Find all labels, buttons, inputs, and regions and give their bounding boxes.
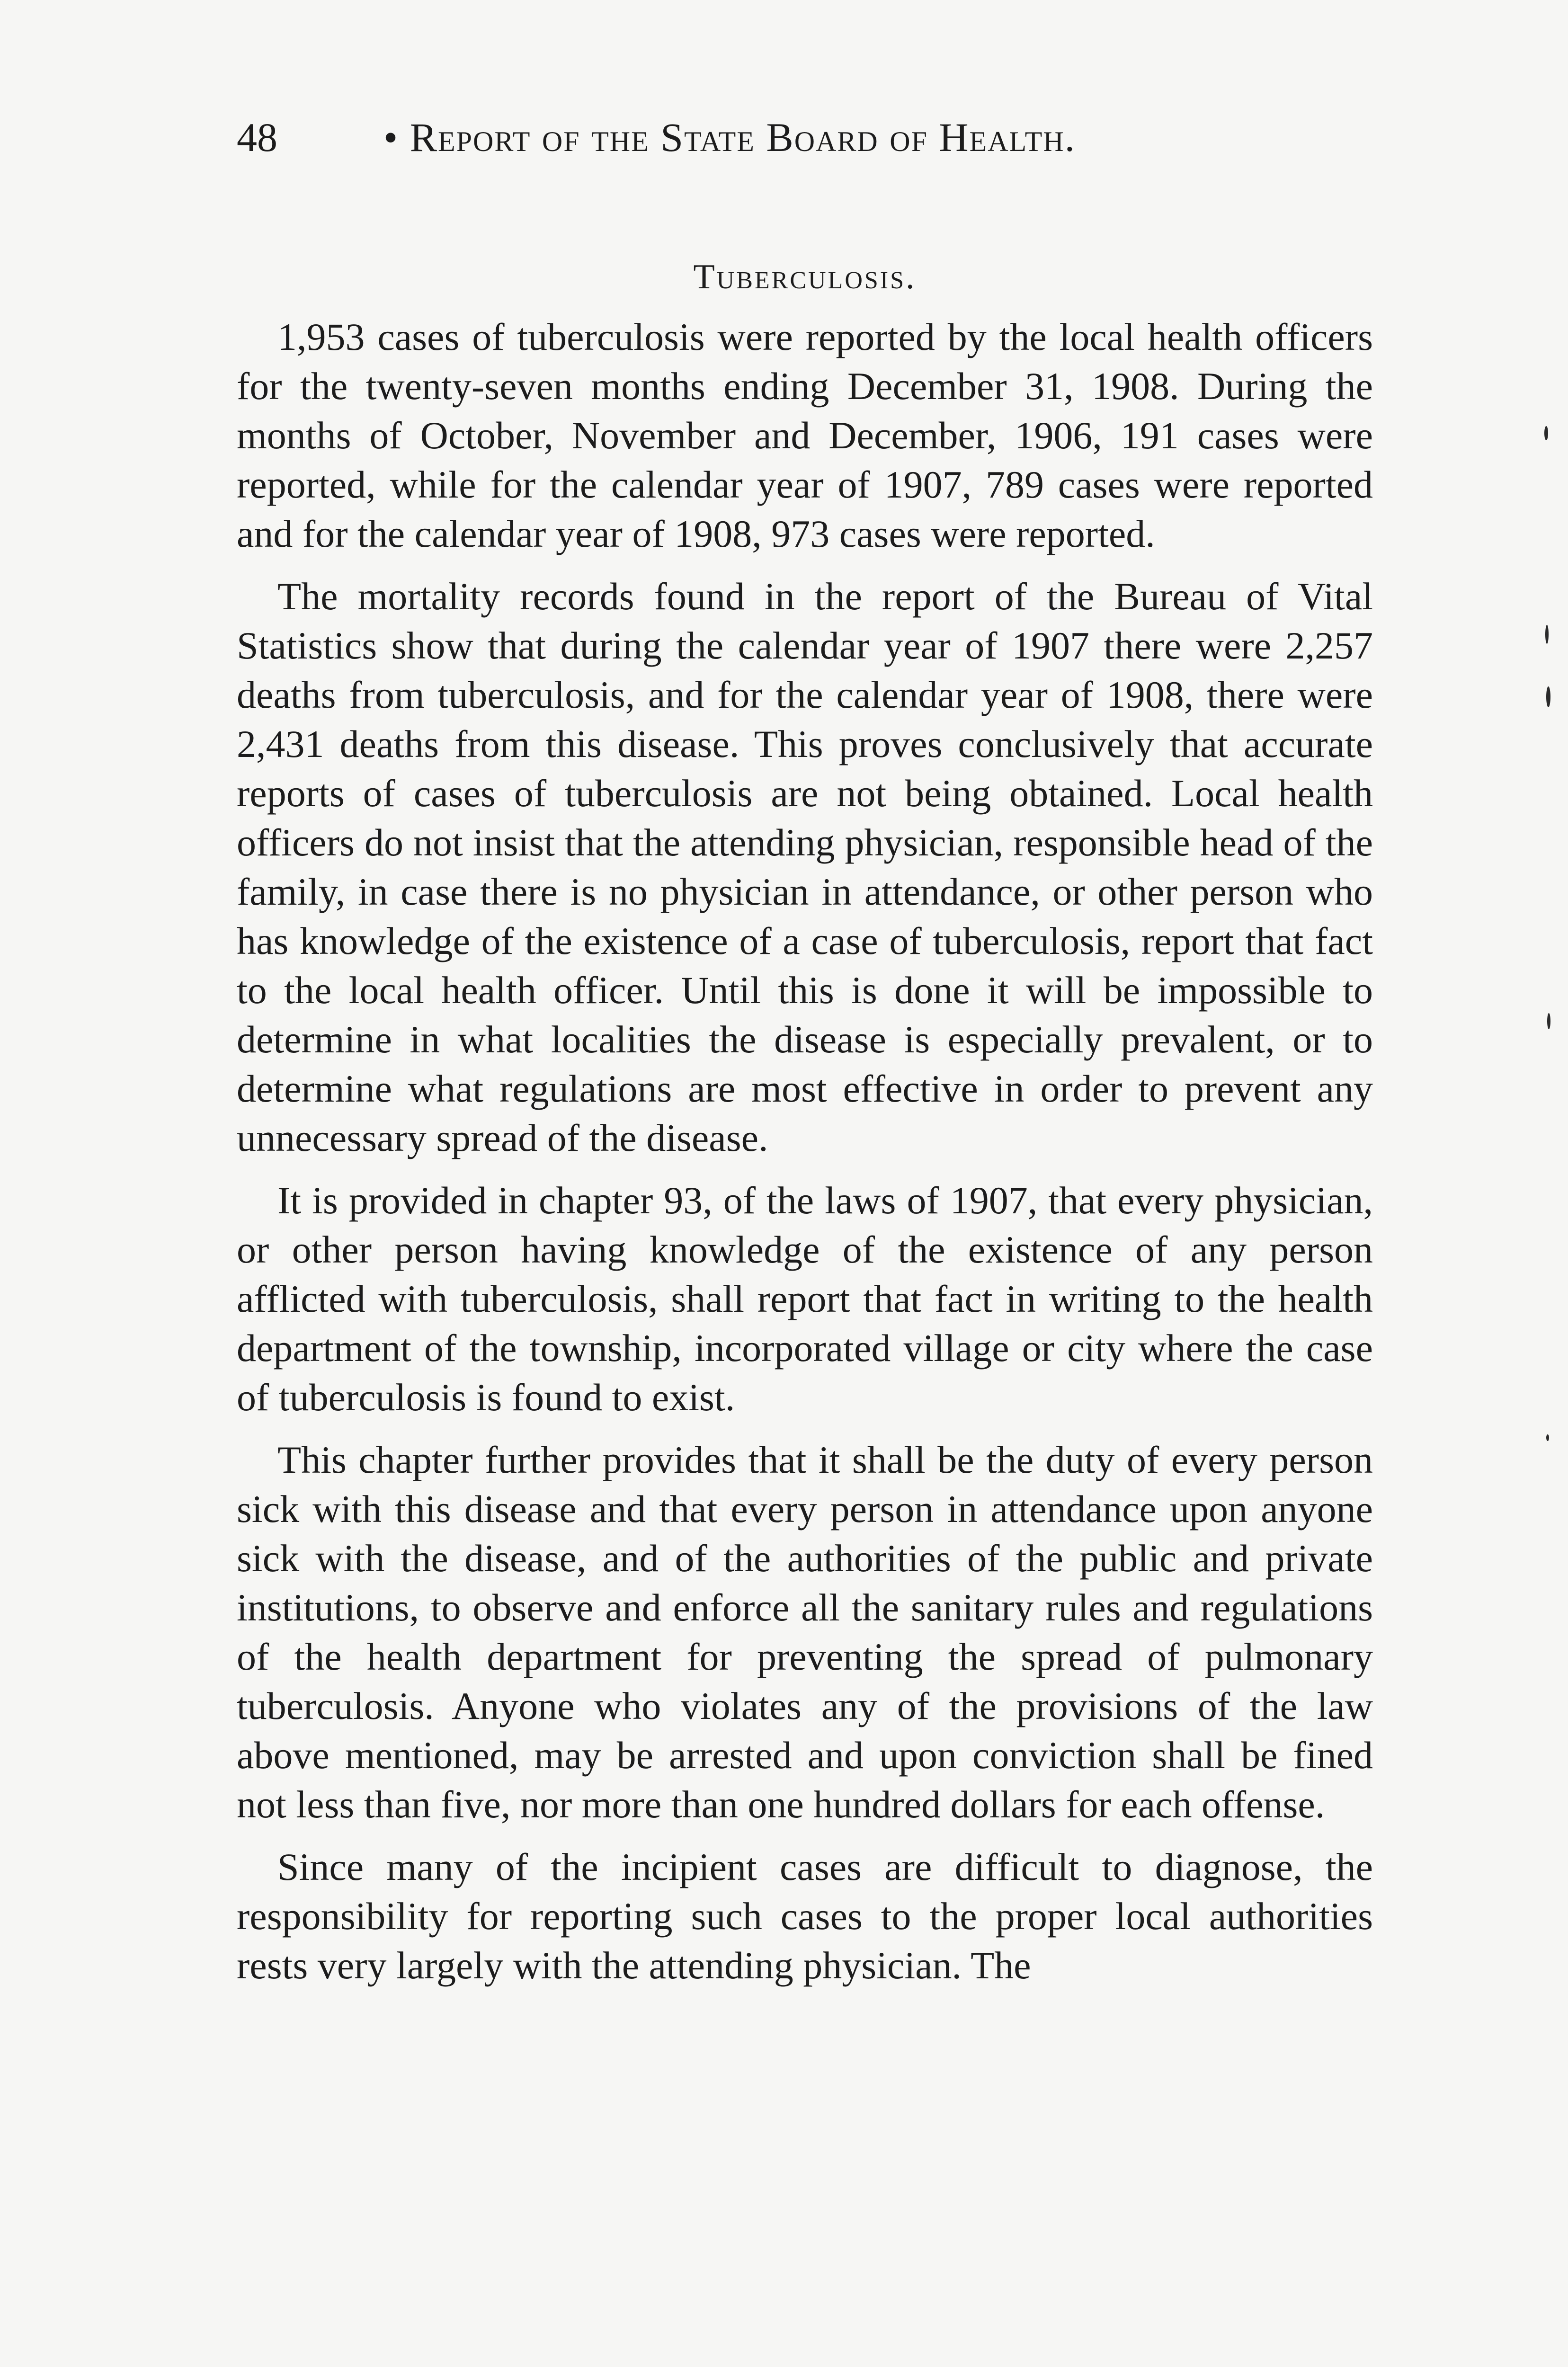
running-head: • Report of the State Board of Health. (383, 115, 1076, 160)
paragraph-incipient-cases: Since many of the incipient cases are difficult to diagnose, the responsibility for reporting such cases to the proper local authorities rests very largely with the attending physician. The (237, 1845, 1373, 1987)
paragraph-mortality-records: The mortality records found in the report of the Bureau of Vital Statistics show that during the calendar year of 1907 there were 2,257 deaths from tuberculosis, and for the calendar year of 1908, there were 2,431 deaths from this disease. This proves conclusively that accurate reports of cases of tuberculosis are not being obtained. Local health officers do not insist that the attending physician, responsible head of the family, in case there is no physician in attendance, or other person who has knowledge of the existence of a case of tuberculosis, report that fact to the local health officer. Until this is done it will be impossible to determine in what localities the disease is especially prevalent, or to determine what regulations are most effective in order to prevent any unnecessary spread of the disease. (237, 575, 1373, 1159)
scan-speck (1544, 426, 1548, 440)
paragraph-duties-penalties: This chapter further provides that it shall be the duty of every person sick with this disease and that every person in attendance upon anyone sick with the disease, and of the authorities of the public and private institutions, to observe and enforce all the sanitary rules and regulations of the health department for preventing the spread of pulmonary tuberculosis. Anyone who violates any of the provisions of the law above mentioned, may be arrested and upon conviction shall be fined not less than five, nor more than one hundred dollars for each offense. (237, 1438, 1373, 1826)
scan-speck (1546, 686, 1550, 707)
paragraph-chapter-93: It is provided in chapter 93, of the laws of 1907, that every physician, or other person having knowledge of the existence of any person afflicted with tuberculosis, shall report that fact in writing to the health department of the township, incorporated village or city where the case of tuberculosis is found to exist. (237, 1179, 1373, 1419)
paragraph-case-reports: 1,953 cases of tuberculosis were reported by the local health officers for the twenty-seven months ending December 31, 1908. During the months of October, November and December, 1906, 191 cases were reported, while for the calendar year of 1907, 789 cases were reported and for the calendar year of 1908, 973 cases were reported. (237, 315, 1373, 555)
page-number: 48 (237, 115, 277, 160)
page-header (237, 109, 1373, 166)
section-title: Tuberculosis. (693, 258, 917, 296)
scan-speck (1546, 1434, 1549, 1441)
scan-speck (1547, 1013, 1550, 1029)
body-text (237, 312, 1373, 2003)
scan-speck (1545, 625, 1549, 644)
